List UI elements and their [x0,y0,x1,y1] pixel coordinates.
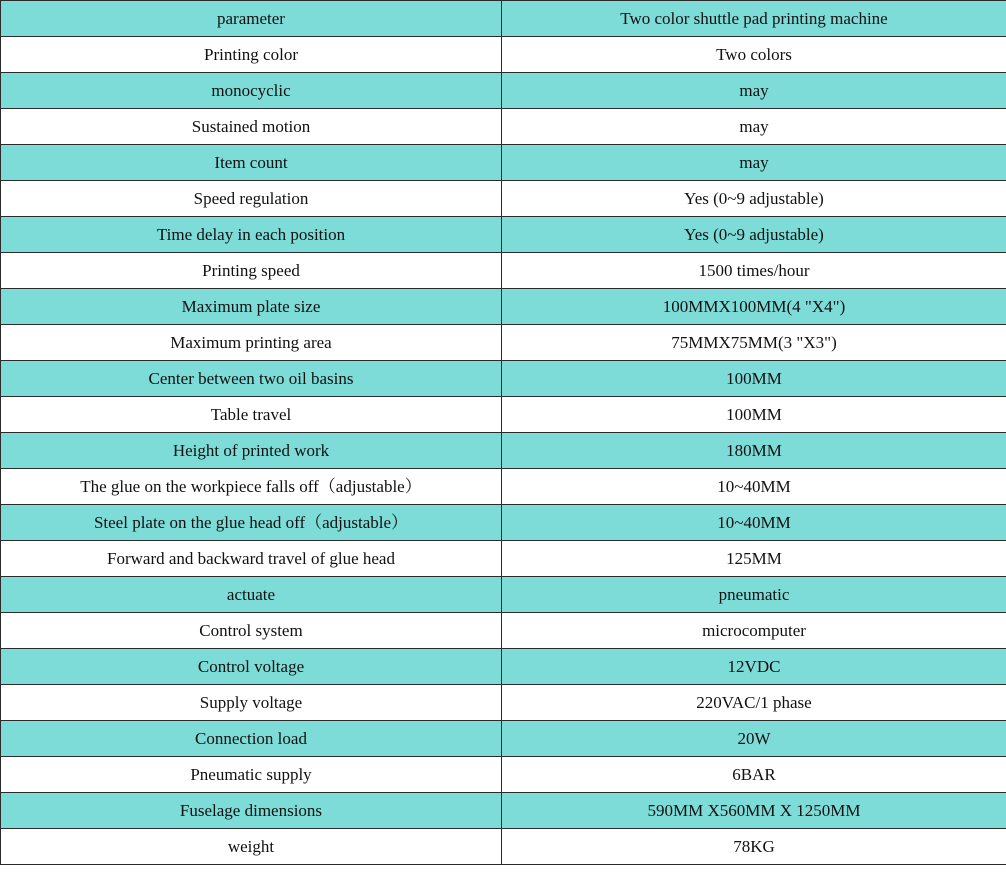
parameter-cell: Forward and backward travel of glue head [1,541,502,577]
parameter-cell: Connection load [1,721,502,757]
value-cell: Two colors [502,37,1006,73]
parameter-cell: Sustained motion [1,109,502,145]
parameter-cell: Printing speed [1,253,502,289]
parameter-cell: weight [1,829,502,865]
value-cell: 125MM [502,541,1006,577]
parameter-cell: Supply voltage [1,685,502,721]
table-row [1,397,1006,433]
parameter-cell: Steel plate on the glue head off（adjustable） [1,505,502,541]
parameter-cell: Center between two oil basins [1,361,502,397]
parameter-cell: Control system [1,613,502,649]
value-cell: 75MMX75MM(3 "X3") [502,325,1006,361]
table-row [1,109,1006,145]
parameter-cell: Maximum plate size [1,289,502,325]
parameter-cell: Table travel [1,397,502,433]
table-row [1,577,1006,613]
value-cell: 10~40MM [502,469,1006,505]
value-cell: may [502,73,1006,109]
value-cell: 100MM [502,361,1006,397]
value-cell: pneumatic [502,577,1006,613]
table-row [1,37,1006,73]
table-row [1,325,1006,361]
value-cell: Yes (0~9 adjustable) [502,217,1006,253]
table-row [1,649,1006,685]
parameter-cell: Printing color [1,37,502,73]
value-cell: 100MM [502,397,1006,433]
table-header [1,1,1006,37]
table-row [1,433,1006,469]
parameter-cell: Item count [1,145,502,181]
table-row [1,757,1006,793]
table-row [1,829,1006,865]
value-cell: 180MM [502,433,1006,469]
table-row [1,145,1006,181]
table-row [1,505,1006,541]
table-row [1,793,1006,829]
value-cell: 590MM X560MM X 1250MM [502,793,1006,829]
table-row [1,181,1006,217]
table-row [1,613,1006,649]
table-row [1,721,1006,757]
value-cell: may [502,145,1006,181]
table-row [1,289,1006,325]
value-cell: may [502,109,1006,145]
parameter-cell: Maximum printing area [1,325,502,361]
header-parameter-cell: parameter [1,1,502,37]
table-row [1,217,1006,253]
parameter-cell: Pneumatic supply [1,757,502,793]
value-cell: Yes (0~9 adjustable) [502,181,1006,217]
table-row [1,73,1006,109]
value-cell: 220VAC/1 phase [502,685,1006,721]
header-value-cell: Two color shuttle pad printing machine [502,1,1006,37]
parameter-cell: Speed regulation [1,181,502,217]
parameter-cell: Height of printed work [1,433,502,469]
table-row [1,253,1006,289]
value-cell: 1500 times/hour [502,253,1006,289]
value-cell: microcomputer [502,613,1006,649]
parameter-cell: monocyclic [1,73,502,109]
value-cell: 20W [502,721,1006,757]
table-row [1,685,1006,721]
parameter-cell: actuate [1,577,502,613]
value-cell: 78KG [502,829,1006,865]
value-cell: 6BAR [502,757,1006,793]
table-body [1,37,1006,865]
parameter-cell: The glue on the workpiece falls off（adjustable） [1,469,502,505]
value-cell: 10~40MM [502,505,1006,541]
parameter-cell: Fuselage dimensions [1,793,502,829]
value-cell: 100MMX100MM(4 "X4") [502,289,1006,325]
table-row [1,469,1006,505]
header-row [1,1,1006,37]
table-row [1,361,1006,397]
parameter-cell: Control voltage [1,649,502,685]
parameter-cell: Time delay in each position [1,217,502,253]
value-cell: 12VDC [502,649,1006,685]
table-row [1,541,1006,577]
